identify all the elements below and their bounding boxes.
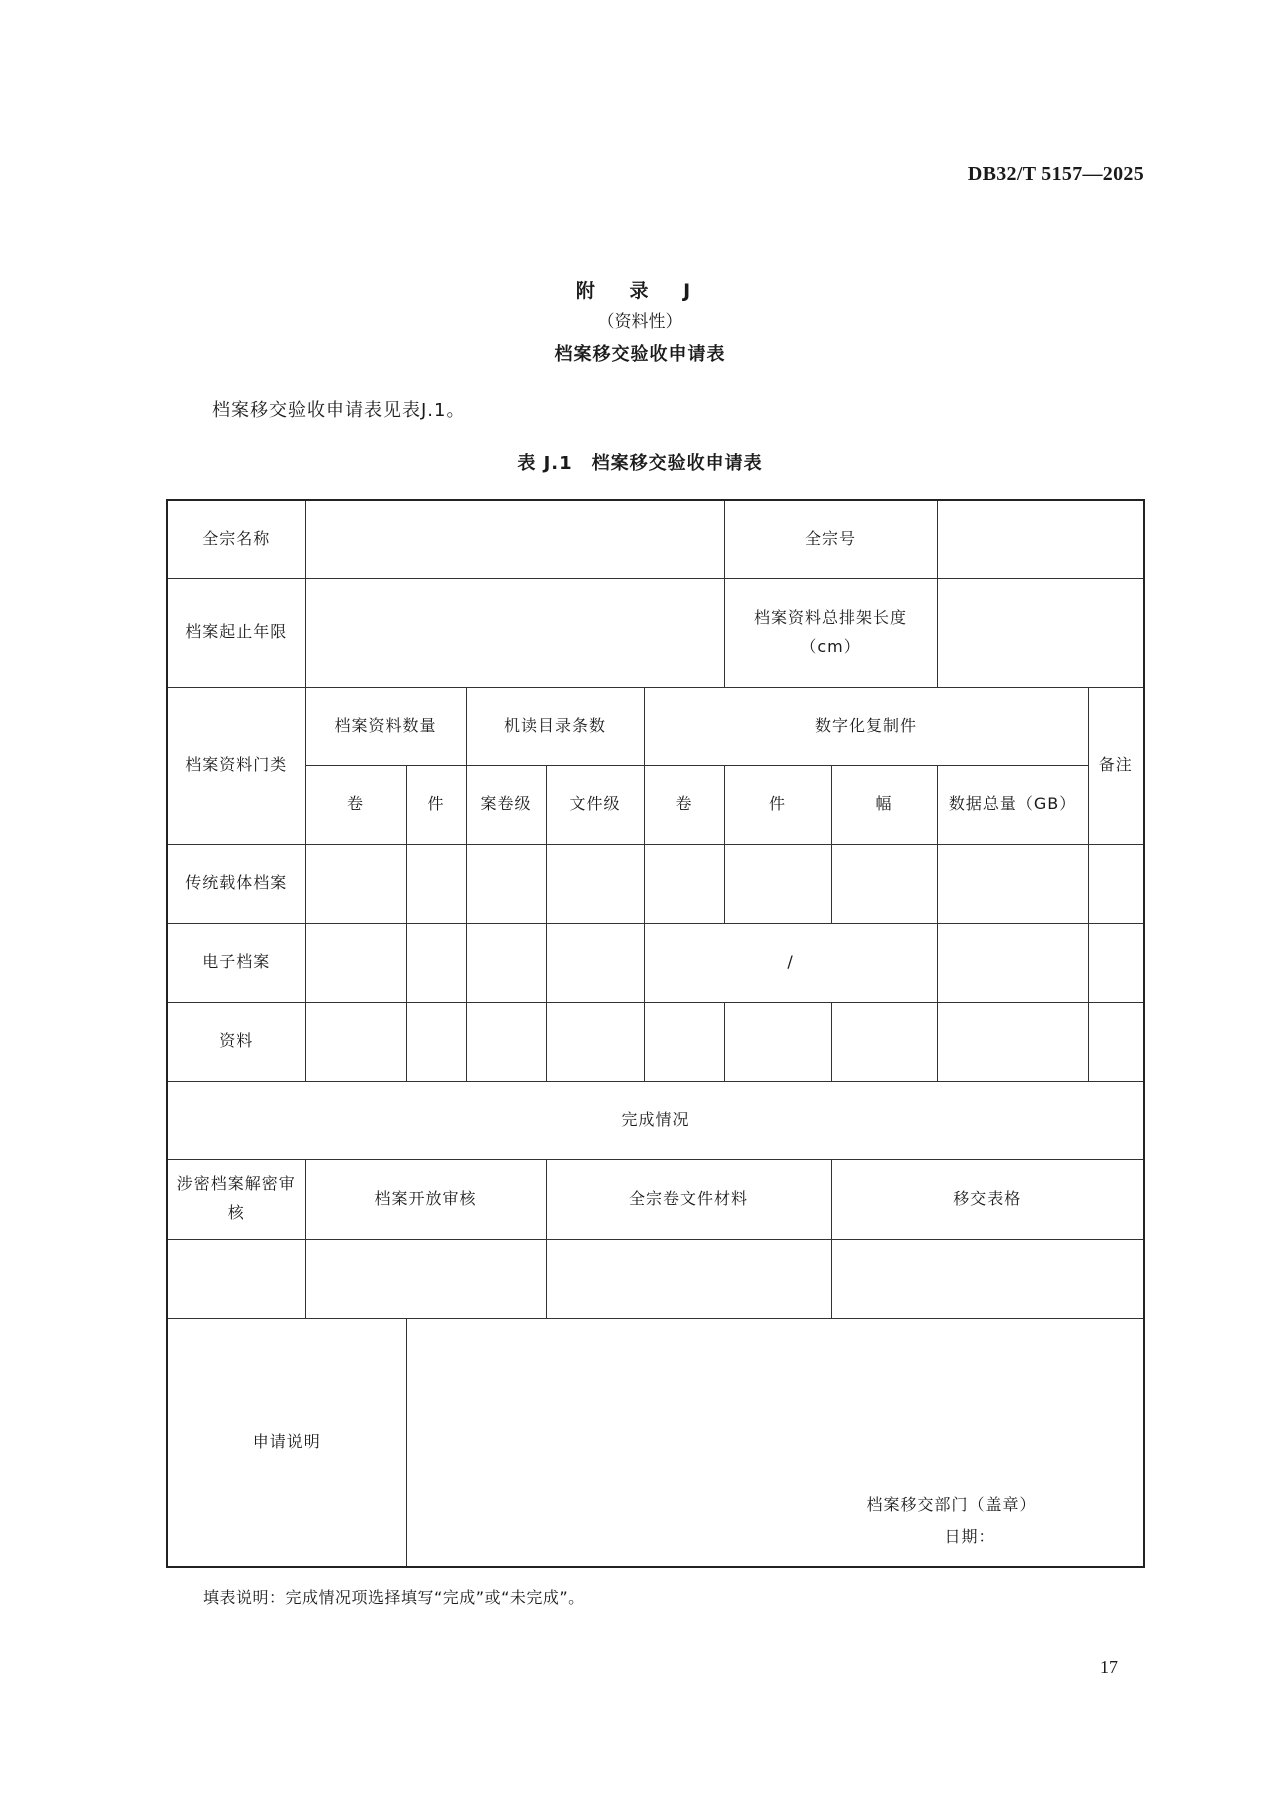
table-cell[interactable]: [305, 923, 406, 1002]
not-applicable-cell: /: [644, 923, 937, 1002]
remarks-header: 备注: [1088, 687, 1144, 844]
fonds-number-label: 全宗号: [724, 500, 937, 578]
table-cell[interactable]: [406, 923, 466, 1002]
transfer-forms-cell[interactable]: [831, 1239, 1144, 1318]
item-header: 件: [406, 765, 466, 844]
frames-header: 幅: [831, 765, 937, 844]
table-row: [167, 844, 1144, 923]
table-cell[interactable]: [831, 1002, 937, 1081]
table-cell[interactable]: [466, 923, 546, 1002]
application-note-label: 申请说明: [167, 1318, 406, 1567]
table-caption: 表 J.1 档案移交验收申请表: [517, 453, 763, 474]
digital-copies-header: 数字化复制件: [644, 687, 1088, 765]
appendix-title: 附 录 J: [575, 280, 705, 302]
table-row: [167, 923, 1144, 1002]
table-cell[interactable]: [305, 1002, 406, 1081]
table-cell[interactable]: [644, 844, 724, 923]
file-level-header: 文件级: [546, 765, 644, 844]
fonds-number-field[interactable]: [937, 500, 1144, 578]
table-cell[interactable]: [724, 1002, 831, 1081]
open-review-header: 档案开放审核: [305, 1159, 546, 1239]
fonds-materials-cell[interactable]: [546, 1239, 831, 1318]
file-volume-level-header: 案卷级: [466, 765, 546, 844]
table-cell[interactable]: [937, 844, 1088, 923]
table-cell[interactable]: [1088, 844, 1144, 923]
date-range-label: 档案起止年限: [167, 578, 305, 687]
table-cell[interactable]: [724, 844, 831, 923]
transfer-forms-header: 移交表格: [831, 1159, 1144, 1239]
date-range-field[interactable]: [305, 578, 724, 687]
document-code: DB32/T 5157—2025: [967, 163, 1144, 185]
quantity-header: 档案资料数量: [305, 687, 466, 765]
traditional-archives-label: 传统载体档案: [167, 844, 305, 923]
completion-status-header: 完成情况: [167, 1081, 1144, 1159]
shelf-length-label: 档案资料总排架长度（cm）: [724, 578, 937, 687]
table-cell[interactable]: [937, 1002, 1088, 1081]
table-cell[interactable]: [831, 844, 937, 923]
table-row: [167, 1239, 1144, 1318]
application-note-field[interactable]: [406, 1318, 1144, 1567]
declassify-review-header: 涉密档案解密审核: [167, 1159, 305, 1239]
transfer-application-table: [166, 499, 1145, 1568]
materials-label: 资料: [167, 1002, 305, 1081]
table-cell[interactable]: [466, 844, 546, 923]
table-cell[interactable]: [466, 1002, 546, 1081]
signature-date: 日期：: [944, 1526, 996, 1546]
table-cell[interactable]: [546, 844, 644, 923]
appendix-type: （资料性）: [597, 312, 683, 332]
intro-paragraph: 档案移交验收申请表见表J.1。: [212, 400, 466, 421]
signature-department: 档案移交部门（盖章）: [866, 1494, 1037, 1514]
data-total-header: 数据总量（GB）: [937, 765, 1088, 844]
table-cell[interactable]: [546, 1002, 644, 1081]
fill-instructions: 填表说明：完成情况项选择填写“完成”或“未完成”。: [203, 1588, 585, 1607]
table-cell[interactable]: [406, 1002, 466, 1081]
table-cell[interactable]: [937, 923, 1088, 1002]
table-cell[interactable]: [644, 1002, 724, 1081]
fonds-name-field[interactable]: [305, 500, 724, 578]
electronic-archives-label: 电子档案: [167, 923, 305, 1002]
page-number: 17: [1100, 1657, 1118, 1677]
shelf-length-field[interactable]: [937, 578, 1144, 687]
fonds-materials-header: 全宗卷文件材料: [546, 1159, 831, 1239]
table-cell[interactable]: [1088, 1002, 1144, 1081]
fonds-name-label: 全宗名称: [167, 500, 305, 578]
volume-header: 卷: [305, 765, 406, 844]
catalog-count-header: 机读目录条数: [466, 687, 644, 765]
digital-volume-header: 卷: [644, 765, 724, 844]
category-label: 档案资料门类: [167, 687, 305, 844]
table-cell[interactable]: [1088, 923, 1144, 1002]
declassify-review-cell[interactable]: [167, 1239, 305, 1318]
appendix-name: 档案移交验收申请表: [554, 344, 726, 365]
table-cell[interactable]: [305, 844, 406, 923]
table-cell[interactable]: [546, 923, 644, 1002]
table-cell[interactable]: [406, 844, 466, 923]
digital-item-header: 件: [724, 765, 831, 844]
table-row: [167, 1002, 1144, 1081]
open-review-cell[interactable]: [305, 1239, 546, 1318]
